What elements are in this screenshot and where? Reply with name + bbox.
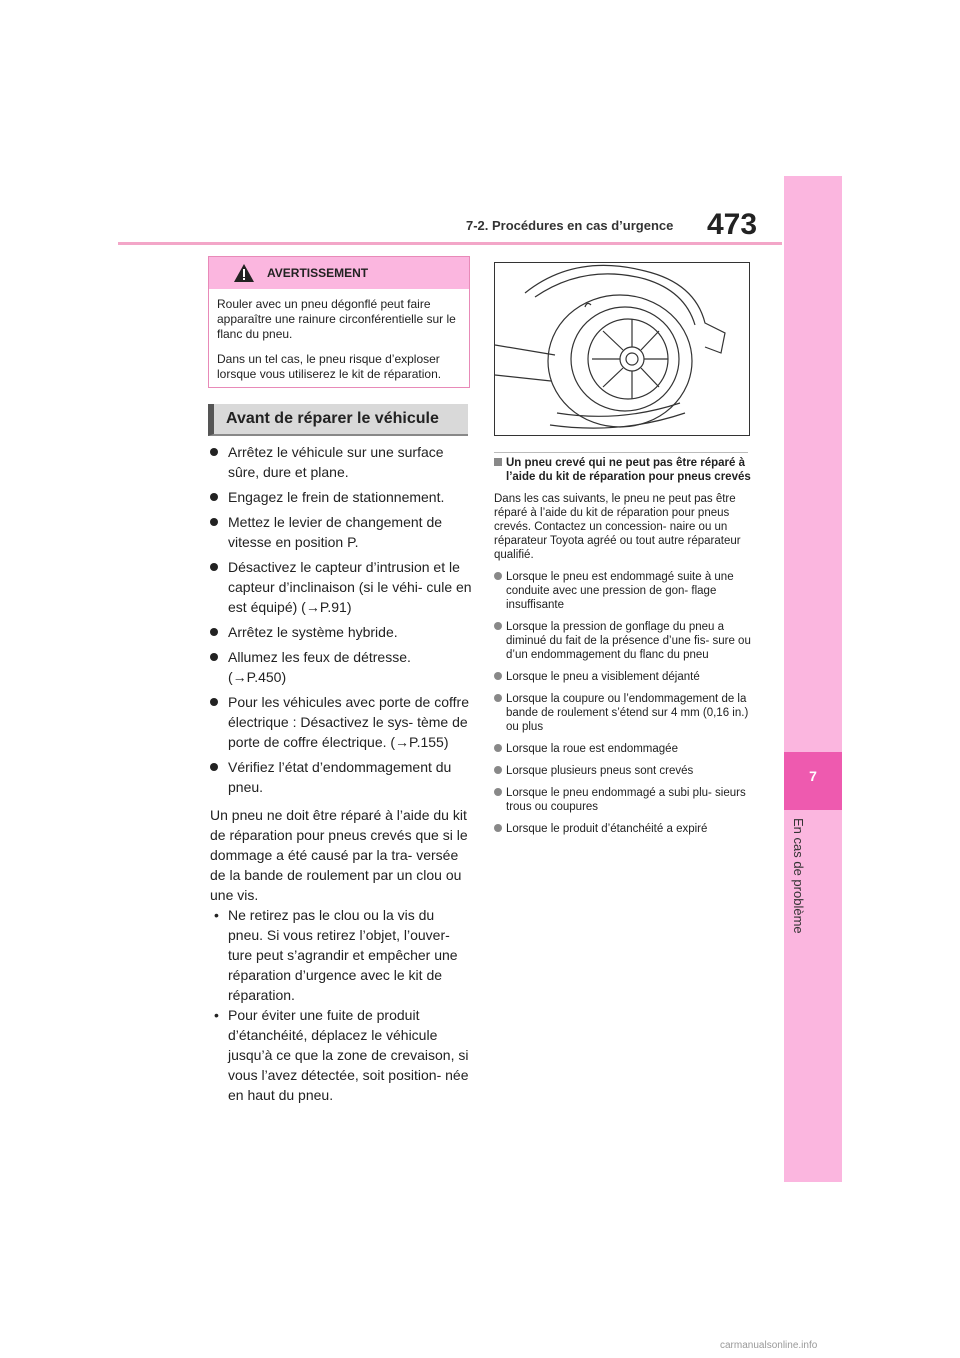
header-divider xyxy=(118,242,782,245)
bullet-icon xyxy=(494,672,502,680)
body-paragraph: Dans les cas suivants, le pneu ne peut pas être réparé à l’aide du kit de réparation pour pneus crevés. Contactez un concession- naire ou un réparateur Toyota agréé ou tout autre réparateur qualifié. xyxy=(494,493,741,561)
warning-box xyxy=(208,256,470,388)
list-item-text: Lorsque la pression de gonflage du pneu a diminué du fait de la présence d’une fis- sure ou d’un endommagement du flanc du pneu xyxy=(506,621,751,661)
list-item-text: Pour les véhicules avec porte de coffre électrique : Désactivez le sys- tème de porte de coffre électrique. (→P.155) xyxy=(228,694,469,750)
list-item xyxy=(494,822,754,836)
bullet-icon xyxy=(494,572,502,580)
list-item-text: Lorsque le pneu est endommagé suite à une conduite avec une pression de gon- flage insuffisante xyxy=(506,571,734,611)
sub-bullet-icon: • xyxy=(214,1007,219,1023)
tire-illustration xyxy=(494,262,750,436)
bullet-icon xyxy=(210,563,218,571)
list-item xyxy=(210,622,472,642)
warning-text: Rouler avec un pneu dégonflé peut faire apparaître une rainure circonférentielle sur le flanc du pneu. xyxy=(217,297,456,341)
list-item-text: Lorsque le produit d’étanchéité a expiré xyxy=(506,823,708,835)
list-item xyxy=(494,764,754,778)
list-item-text: Lorsque le pneu endommagé a subi plu- sieurs trous ou coupures xyxy=(506,787,746,813)
figure-divider xyxy=(494,452,748,453)
bullet-icon xyxy=(494,694,502,702)
square-bullet-icon xyxy=(494,458,502,466)
right-column xyxy=(494,456,754,836)
bullet-icon xyxy=(210,763,218,771)
subsection-heading xyxy=(494,456,754,484)
list-item-text: Vérifiez l’état d’endommagement du pneu. xyxy=(228,759,452,795)
list-item-text: Arrêtez le système hybride. xyxy=(228,624,398,640)
list-item-text: Lorsque la coupure ou l’endommagement de la bande de roulement s’étend sur 4 mm (0,16 in.) ou plus xyxy=(506,693,749,733)
list-item xyxy=(494,742,754,756)
bullet-icon xyxy=(210,518,218,526)
chapter-label: En cas de problème xyxy=(791,818,806,934)
list-item xyxy=(210,557,472,617)
list-item xyxy=(494,786,754,814)
list-item-text: Lorsque la roue est endommagée xyxy=(506,743,678,755)
list-item xyxy=(210,442,472,482)
list-item-text: Mettez le levier de changement de vitesse en position P. xyxy=(228,514,443,550)
section-heading xyxy=(208,404,468,436)
sub-list-item-text: Ne retirez pas le clou ou la vis du pneu. Si vous retirez l’objet, l’ouver- ture peut s’agrandir et empêcher une réparation d’urgence avec le kit de réparation. xyxy=(228,907,458,1003)
warning-header xyxy=(209,257,469,289)
list-item xyxy=(210,757,472,797)
bullet-icon xyxy=(210,698,218,706)
left-column xyxy=(210,442,472,1105)
sub-bullet-icon: • xyxy=(214,907,219,923)
bullet-icon xyxy=(210,628,218,636)
list-item xyxy=(494,670,754,684)
list-item xyxy=(494,570,754,612)
section-title: 7-2. Procédures en cas d’urgence xyxy=(466,218,674,233)
bullet-icon xyxy=(494,766,502,774)
bullet-icon xyxy=(210,448,218,456)
bullet-icon xyxy=(494,788,502,796)
tire-drawing xyxy=(495,263,749,435)
bullet-icon xyxy=(210,493,218,501)
warning-triangle-icon xyxy=(233,263,255,283)
subsection-heading-text: Un pneu crevé qui ne peut pas être réparé à l’aide du kit de réparation pour pneus crevés xyxy=(506,457,751,483)
list-item-text: Arrêtez le véhicule sur une surface sûre, dure et plane. xyxy=(228,444,444,480)
chapter-number: 7 xyxy=(809,768,817,784)
sub-list-item xyxy=(210,1005,472,1105)
list-item-text: Allumez les feux de détresse. (→P.450) xyxy=(228,649,411,685)
body-paragraph: Un pneu ne doit être réparé à l’aide du kit de réparation pour pneus crevés que si le dommage a été causé par la tra- versée de la bande de roulement par un clou ou une vis. xyxy=(210,807,468,903)
bullet-icon xyxy=(494,744,502,752)
list-item xyxy=(210,692,472,752)
bullet-icon xyxy=(210,653,218,661)
list-item-text: Lorsque le pneu a visiblement déjanté xyxy=(506,671,700,683)
list-item xyxy=(210,647,472,687)
sub-list-item-text: Pour éviter une fuite de produit d’étanchéité, déplacez le véhicule jusqu’à ce que la zone de crevaison, si vous l’avez détectée, soit position- née en haut du pneu. xyxy=(228,1007,469,1103)
bullet-icon xyxy=(494,622,502,630)
list-item-text: Engagez le frein de stationnement. xyxy=(228,489,445,505)
warning-text: Dans un tel cas, le pneu risque d’exploser lorsque vous utiliserez le kit de réparation. xyxy=(217,352,442,381)
page-number: 473 xyxy=(707,208,758,241)
footer-watermark: carmanualsonline.info xyxy=(720,1340,818,1351)
section-heading-text: Avant de réparer le véhicule xyxy=(226,410,439,427)
chapter-tab-strip xyxy=(784,176,842,1182)
list-item xyxy=(494,692,754,734)
list-item xyxy=(210,487,472,507)
list-item-text: Désactivez le capteur d’intrusion et le capteur d’inclinaison (si le véhi- cule en est équipé) (→P.91) xyxy=(228,559,472,615)
warning-title: AVERTISSEMENT xyxy=(267,266,369,280)
bullet-icon xyxy=(494,824,502,832)
list-item xyxy=(210,512,472,552)
sub-list-item xyxy=(210,905,472,1005)
list-item xyxy=(494,620,754,662)
list-item-text: Lorsque plusieurs pneus sont crevés xyxy=(506,765,694,777)
